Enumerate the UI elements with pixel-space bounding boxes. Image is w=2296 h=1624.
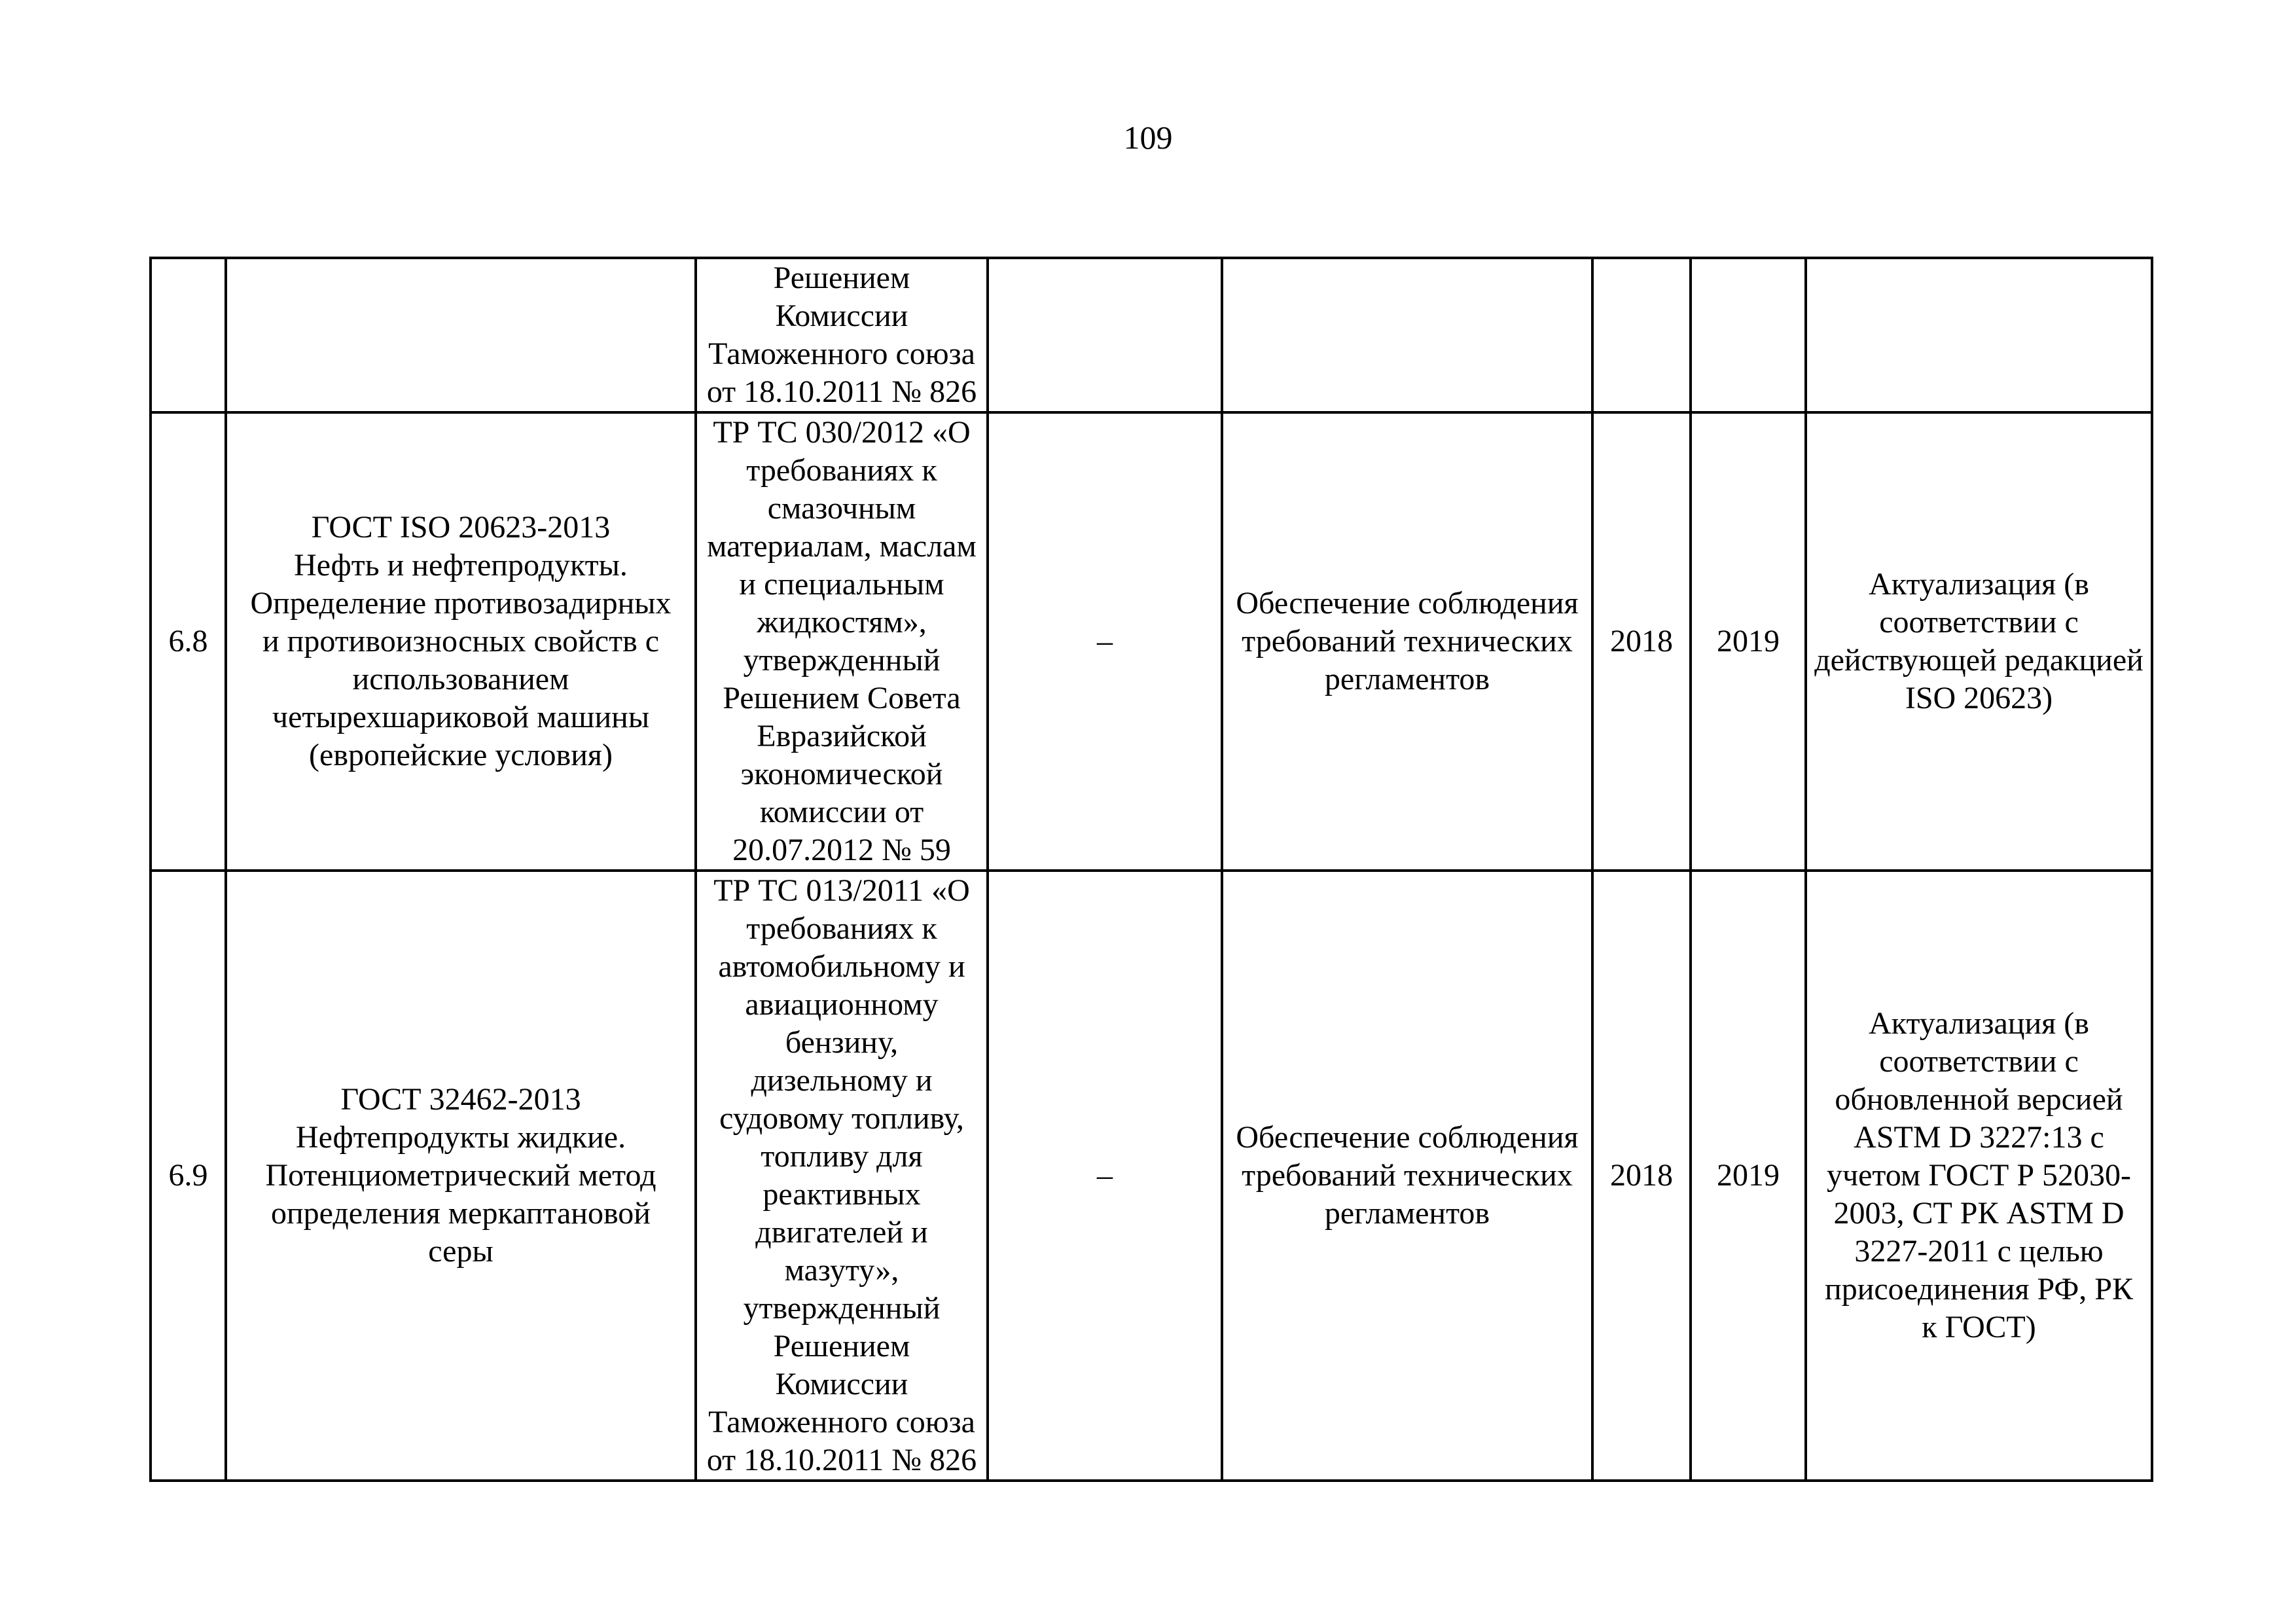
cell-line: комиссии от — [759, 795, 924, 829]
end-year-cell: 2019 — [1691, 412, 1806, 871]
reference-cell — [988, 258, 1222, 412]
cell-line: ГОСТ 32462-2013 — [340, 1082, 581, 1117]
cell-line: соответствии с — [1879, 1044, 2079, 1079]
cell-line: ISO 20623) — [1905, 681, 2053, 715]
cell-line: присоединения РФ, РК — [1825, 1272, 2133, 1307]
cell-line: мазуту», — [784, 1253, 899, 1288]
cell-line: материалам, маслам — [707, 529, 977, 564]
cell-line: ТР ТС 013/2011 «О — [713, 873, 970, 908]
cell-line: Потенциометрический метод — [265, 1158, 656, 1193]
technical-regulation-cell — [696, 258, 988, 412]
item-number-cell: 6.8 — [151, 412, 226, 871]
start-year-cell — [1592, 258, 1691, 412]
item-number-cell — [151, 258, 226, 412]
cell-line: и специальным — [739, 567, 944, 602]
cell-line: Решением — [773, 261, 910, 295]
cell-line: требованиях к — [746, 453, 937, 488]
cell-line: Актуализация (в — [1869, 567, 2089, 602]
cell-line: реактивных — [762, 1177, 921, 1212]
cell-line: утвержденный — [743, 643, 941, 677]
note-cell — [1806, 258, 2152, 412]
cell-line: обновленной версией — [1835, 1082, 2123, 1117]
cell-line: к ГОСТ) — [1922, 1310, 2036, 1344]
cell-line: и противоизносных свойств с — [262, 624, 660, 659]
standard-title-cell — [226, 412, 696, 871]
cell-line: авиационному — [745, 987, 939, 1022]
page-number: 109 — [1123, 119, 1173, 156]
cell-line: жидкостям», — [757, 605, 927, 640]
cell-line: автомобильному и — [718, 949, 965, 984]
cell-line: ASTM D 3227:13 с — [1854, 1120, 2104, 1155]
table-row — [151, 871, 2152, 1481]
cell-line: смазочным — [767, 491, 916, 526]
cell-line: Актуализация (в — [1869, 1006, 2089, 1041]
cell-line: определения меркаптановой — [270, 1196, 651, 1231]
standard-title-cell — [226, 871, 696, 1481]
cell-line: дизельному и — [751, 1063, 933, 1098]
standards-table — [149, 257, 2153, 1482]
purpose-cell — [1222, 412, 1592, 871]
cell-line: Нефтепродукты жидкие. — [295, 1120, 626, 1155]
reference-cell: – — [988, 412, 1222, 871]
cell-line: Комиссии — [775, 298, 908, 333]
cell-line: Евразийской — [757, 719, 927, 753]
cell-line: бензину, — [785, 1025, 899, 1060]
cell-line: требований технических — [1242, 624, 1573, 659]
reference-cell: – — [988, 871, 1222, 1481]
cell-line: судовому топливу, — [719, 1101, 964, 1136]
start-year-cell: 2018 — [1592, 412, 1691, 871]
cell-line: двигателей и — [755, 1215, 928, 1250]
cell-line: требований технических — [1242, 1158, 1573, 1193]
cell-line: регламентов — [1324, 1196, 1490, 1231]
table-row — [151, 258, 2152, 412]
cell-line: Обеспечение соблюдения — [1236, 1120, 1579, 1155]
purpose-cell — [1222, 871, 1592, 1481]
cell-line: соответствии с — [1879, 605, 2079, 640]
cell-line: Таможенного союза — [708, 1405, 975, 1439]
end-year-cell — [1691, 258, 1806, 412]
item-number-cell: 6.9 — [151, 871, 226, 1481]
cell-line: 2003, СТ РК ASTM D — [1833, 1196, 2125, 1231]
technical-regulation-cell — [696, 871, 988, 1481]
cell-line: четырехшариковой машины — [272, 700, 650, 734]
cell-line: регламентов — [1324, 662, 1490, 696]
cell-line: от 18.10.2011 № 826 — [706, 1443, 977, 1477]
purpose-cell — [1222, 258, 1592, 412]
cell-line: Нефть и нефтепродукты. — [294, 548, 628, 583]
standard-title-cell — [226, 258, 696, 412]
cell-line: топливу для — [761, 1139, 923, 1174]
cell-line: (европейские условия) — [309, 738, 613, 772]
cell-line: использованием — [352, 662, 569, 696]
cell-line: Определение противозадирных — [250, 586, 672, 621]
cell-line: Таможенного союза — [708, 336, 975, 371]
cell-line: экономической — [740, 757, 943, 791]
end-year-cell: 2019 — [1691, 871, 1806, 1481]
technical-regulation-cell — [696, 412, 988, 871]
note-cell — [1806, 412, 2152, 871]
cell-line: ГОСТ ISO 20623-2013 — [311, 510, 611, 545]
cell-line: Решением Совета — [723, 681, 961, 715]
cell-line: учетом ГОСТ Р 52030- — [1826, 1158, 2132, 1193]
cell-line: от 18.10.2011 № 826 — [706, 374, 977, 409]
start-year-cell: 2018 — [1592, 871, 1691, 1481]
cell-line: серы — [428, 1234, 493, 1269]
cell-line: действующей редакцией — [1814, 643, 2144, 677]
cell-line: Решением — [773, 1329, 910, 1363]
cell-line: требованиях к — [746, 911, 937, 946]
cell-line: утвержденный — [743, 1291, 941, 1326]
note-cell — [1806, 871, 2152, 1481]
table-row — [151, 412, 2152, 871]
cell-line: 3227-2011 с целью — [1854, 1234, 2104, 1269]
cell-line: Обеспечение соблюдения — [1236, 586, 1579, 621]
cell-line: ТР ТС 030/2012 «О — [713, 415, 971, 450]
cell-line: Комиссии — [775, 1367, 908, 1401]
cell-line: 20.07.2012 № 59 — [732, 833, 951, 867]
